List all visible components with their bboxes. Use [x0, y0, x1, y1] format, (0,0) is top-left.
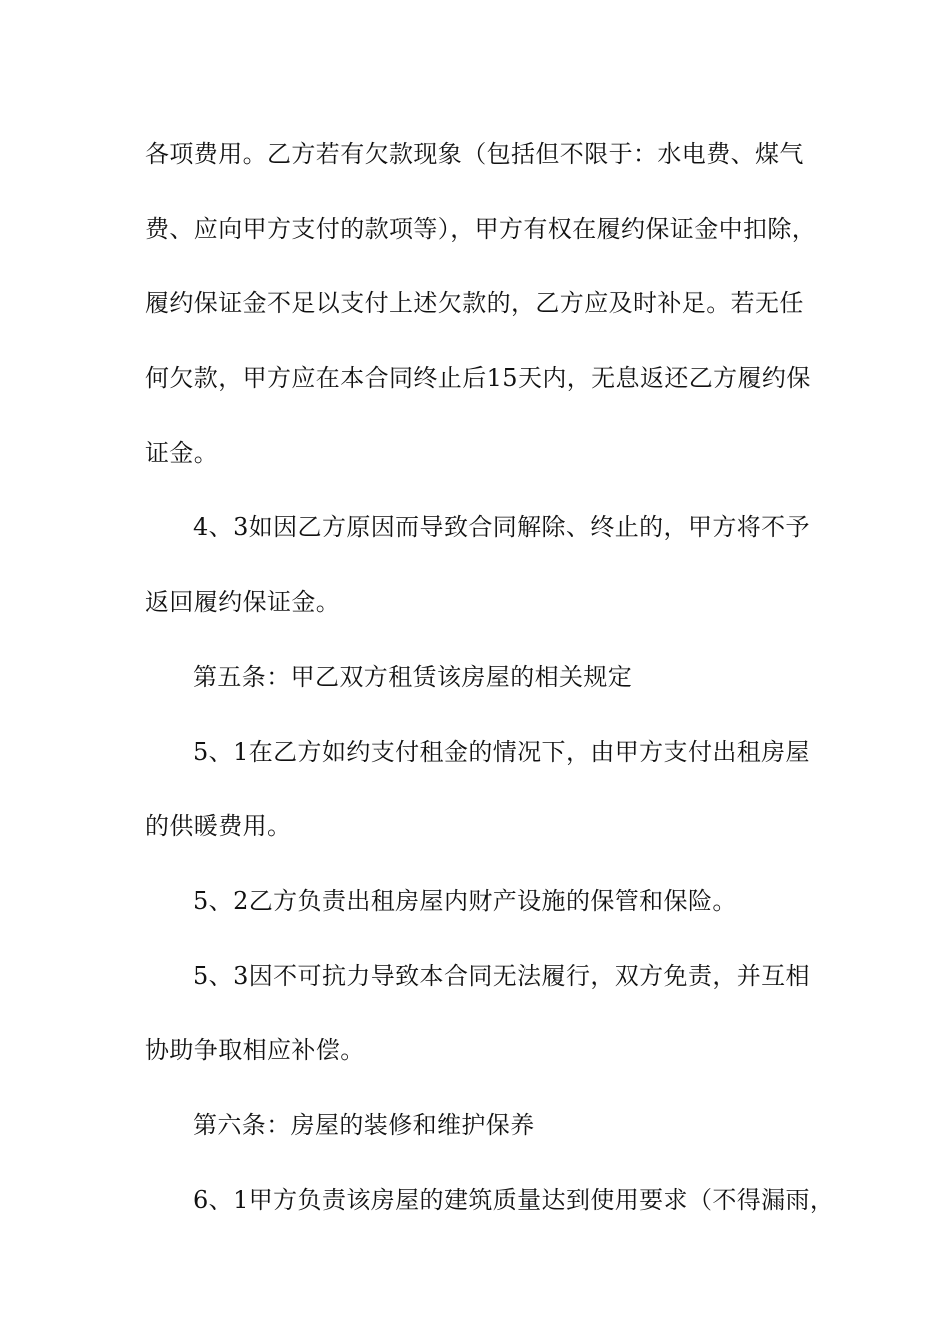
contract-text [145, 130, 835, 1250]
text-line-4: 何欠款，甲方应在本合同终止后15天内，无息返还乙方履约保 [145, 364, 811, 393]
clause-6-1-line-1: 6、1甲方负责该房屋的建筑质量达到使用要求（不得漏雨， [193, 1185, 835, 1214]
clause-4-3-line-1: 4、3如因乙方原因而导致合同解除、终止的，甲方将不予 [193, 513, 810, 542]
article-6-heading: 第六条：房屋的装修和维护保养 [193, 1110, 535, 1139]
clause-4-3-line-2: 返回履约保证金。 [145, 588, 341, 617]
text-line-5: 证金。 [145, 438, 219, 467]
clause-5-1-line-1: 5、1在乙方如约支付租金的情况下，由甲方支付出租房屋 [193, 737, 810, 766]
clause-5-2: 5、2乙方负责出租房屋内财产设施的保管和保险。 [193, 886, 737, 915]
clause-5-3-line-2: 协助争取相应补偿。 [145, 1036, 365, 1065]
clause-5-1-line-2: 的供暖费用。 [145, 812, 292, 841]
text-line-2: 费、应向甲方支付的款项等），甲方有权在履约保证金中扣除， [145, 214, 817, 243]
clause-5-3-line-1: 5、3因不可抗力导致本合同无法履行，双方免责，并互相 [193, 961, 810, 990]
text-line-3: 履约保证金不足以支付上述欠款的，乙方应及时补足。若无任 [145, 289, 804, 318]
article-5-heading: 第五条：甲乙双方租赁该房屋的相关规定 [193, 662, 633, 691]
text-line-1: 各项费用。乙方若有欠款现象（包括但不限于：水电费、煤气 [145, 140, 804, 168]
